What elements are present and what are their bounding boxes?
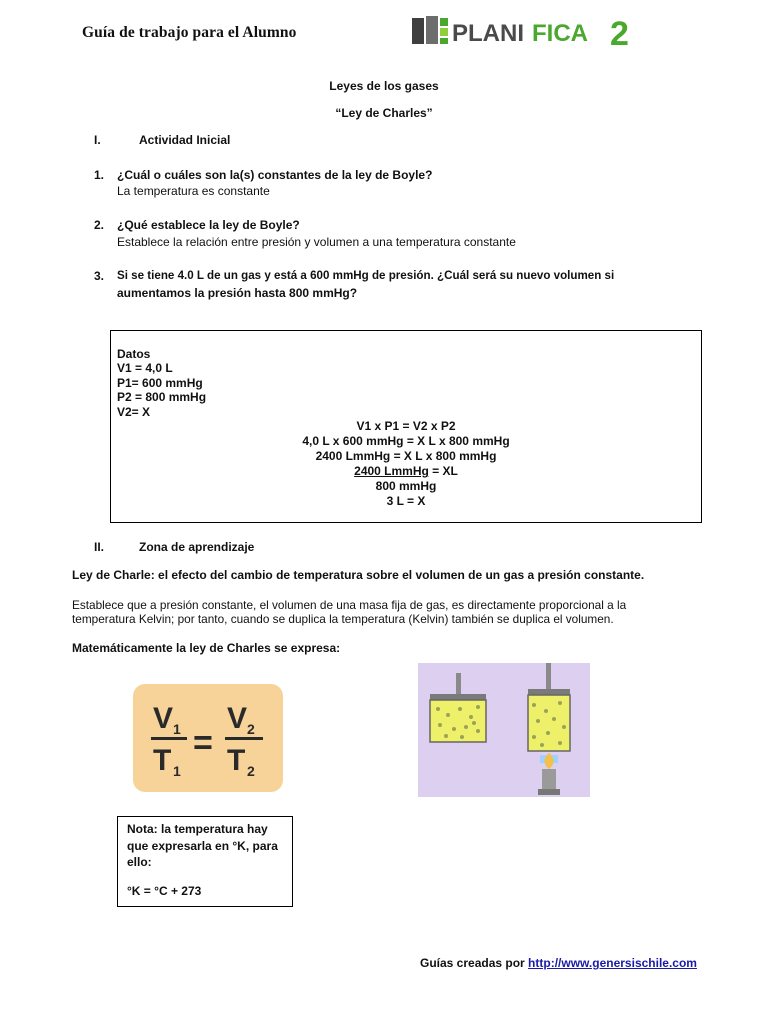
page-header-title: Guía de trabajo para el Alumno bbox=[82, 24, 297, 41]
question-1-answer: La temperatura es constante bbox=[117, 184, 270, 198]
question-2-number: 2. bbox=[94, 218, 105, 232]
logo-text-fica: FICA bbox=[532, 20, 588, 47]
question-1-number: 1. bbox=[94, 168, 105, 182]
paragraph-law-line-1: Establece que a presión constante, el volumen de una masa fija de gas, es directamente proporcional a la bbox=[72, 598, 627, 612]
fraction-rhs: = XL bbox=[428, 464, 458, 478]
question-1-text: ¿Cuál o cuáles son la(s) constantes de la ley de Boyle? bbox=[117, 168, 433, 182]
question-2-answer: Establece la relación entre presión y volumen a una temperatura constante bbox=[117, 235, 516, 249]
question-3-number: 3. bbox=[94, 269, 105, 283]
datos-item: P1= 600 mmHg bbox=[117, 376, 203, 390]
datos-item: V2= X bbox=[117, 405, 151, 419]
datos-item: P2 = 800 mmHg bbox=[117, 390, 207, 404]
nota-line: ello: bbox=[127, 855, 152, 869]
formula-step: 4,0 L x 600 mmHg = X L x 800 mmHg bbox=[302, 434, 510, 448]
eq-t1: T bbox=[153, 744, 172, 777]
paragraph-law-line-2: temperatura Kelvin; por tanto, cuando se duplica la temperatura (Kelvin) también se duplica el volumen. bbox=[72, 612, 614, 626]
eq-t2: T bbox=[227, 744, 246, 777]
eq-v1-sub: 1 bbox=[173, 721, 181, 737]
question-2-text: ¿Qué establece la ley de Boyle? bbox=[117, 218, 300, 232]
paragraph-definition: Ley de Charle: el efecto del cambio de temperatura sobre el volumen de un gas a presión constante. bbox=[72, 568, 645, 582]
nota-formula: °K = °C + 273 bbox=[127, 884, 202, 898]
formula-step: V1 x P1 = V2 x P2 bbox=[356, 419, 456, 433]
footer-text: Guías creadas por bbox=[420, 956, 529, 970]
charles-law-equation bbox=[133, 684, 283, 792]
fraction-denominator: 800 mmHg bbox=[375, 479, 437, 493]
datos-heading: Datos bbox=[117, 347, 151, 361]
eq-v2-sub: 2 bbox=[247, 721, 255, 737]
formula-fraction-line bbox=[111, 464, 701, 478]
doc-subtitle: “Ley de Charles” bbox=[335, 106, 433, 120]
question-3-text-line-1: Si se tiene 4.0 L de un gas y está a 600 mmHg de presión. ¿Cuál será su nuevo volumen si bbox=[117, 269, 615, 282]
footer-link[interactable]: http://www.genersischile.com bbox=[528, 956, 697, 970]
eq-v1: V bbox=[153, 702, 174, 735]
formula-step: 2400 LmmHg = X L x 800 mmHg bbox=[315, 449, 497, 463]
eq-equals: = bbox=[193, 724, 213, 762]
datos-box bbox=[110, 330, 702, 523]
logo-text-2: 2 bbox=[610, 15, 629, 52]
section-1-number: I. bbox=[94, 133, 101, 147]
eq-t2-sub: 2 bbox=[247, 763, 255, 779]
eq-v2: V bbox=[227, 702, 248, 735]
formula-result: 3 L = X bbox=[386, 494, 426, 508]
nota-line: que expresarla en °K, para bbox=[127, 839, 278, 853]
equation-graphic bbox=[133, 684, 283, 792]
eq-t1-sub: 1 bbox=[173, 763, 181, 779]
logo-text-plani: PLANI bbox=[452, 20, 524, 47]
section-2-heading: Zona de aprendizaje bbox=[139, 540, 255, 554]
nota-box bbox=[117, 816, 293, 907]
question-3-text-line-2: aumentamos la presión hasta 800 mmHg? bbox=[117, 286, 358, 300]
book-icon bbox=[412, 16, 448, 44]
nota-line: Nota: la temperatura hay bbox=[127, 822, 268, 836]
paragraph-math: Matemáticamente la ley de Charles se expresa: bbox=[72, 641, 341, 655]
section-1-heading: Actividad Inicial bbox=[139, 133, 231, 147]
planifica2-logo bbox=[408, 12, 648, 52]
doc-title: Leyes de los gases bbox=[329, 79, 439, 93]
fraction-numerator: 2400 LmmHg bbox=[354, 464, 429, 478]
section-2-number: II. bbox=[94, 540, 105, 554]
footer-credit bbox=[420, 956, 697, 970]
piston-illustration bbox=[416, 659, 592, 801]
datos-item: V1 = 4,0 L bbox=[117, 361, 173, 375]
